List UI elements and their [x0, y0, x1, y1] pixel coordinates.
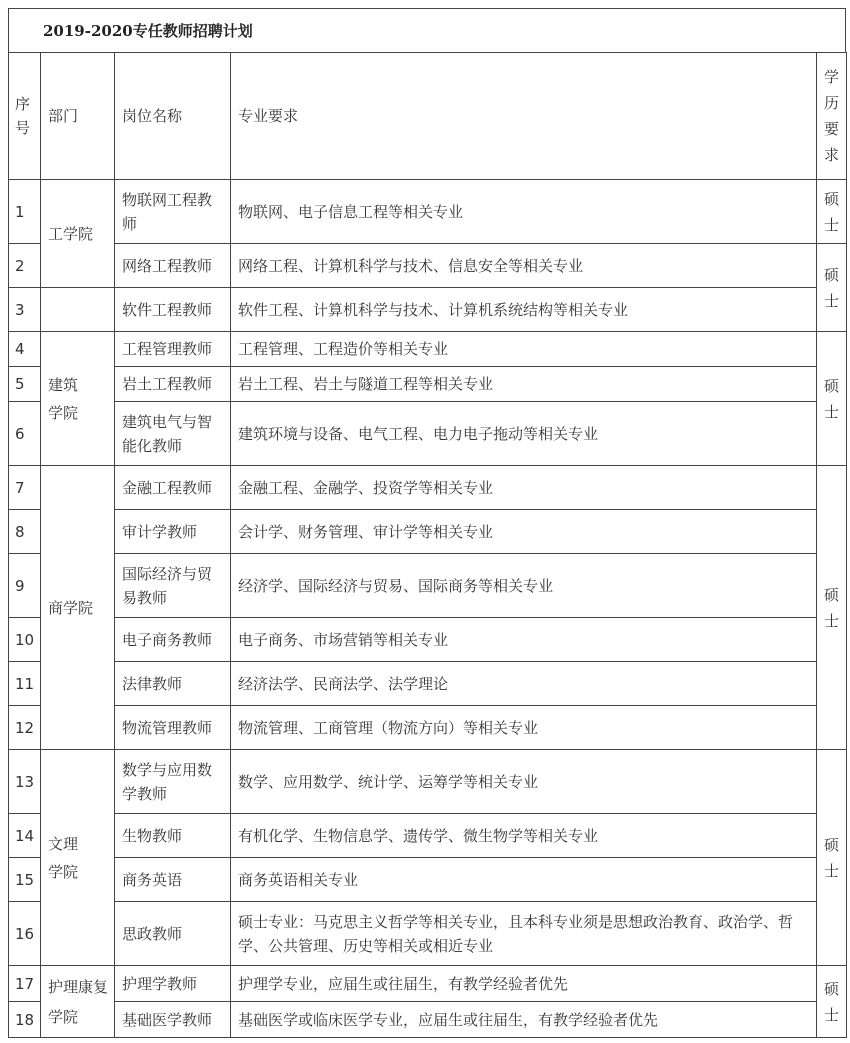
major-cell: 商务英语相关专业: [231, 858, 817, 902]
table-row: [9, 750, 847, 814]
degree-cell: 硕士: [817, 180, 847, 244]
position-cell: 思政教师: [115, 902, 231, 966]
degree-cell: 硕士: [817, 466, 847, 750]
table-header-row: [9, 53, 847, 180]
row-num: 10: [9, 618, 41, 662]
major-cell: 数学、应用数学、统计学、运筹学等相关专业: [231, 750, 817, 814]
position-cell: 电子商务教师: [115, 618, 231, 662]
position-cell: 审计学教师: [115, 510, 231, 554]
row-num: 14: [9, 814, 41, 858]
dept-cell: 文理学院: [41, 750, 115, 966]
table-row: [9, 402, 847, 466]
degree-cell: 硕士: [817, 332, 847, 466]
position-cell: 护理学教师: [115, 966, 231, 1002]
dept-cell: 商学院: [41, 466, 115, 750]
dept-cell: 护理康复学院: [41, 966, 115, 1038]
row-num: 15: [9, 858, 41, 902]
table-row: [9, 288, 847, 332]
major-cell: 硕士专业：马克思主义哲学等相关专业，且本科专业须是思想政治教育、政治学、哲学、公共管理、历史等相关或相近专业: [231, 902, 817, 966]
row-num: 6: [9, 402, 41, 466]
major-cell: 物流管理、工商管理（物流方向）等相关专业: [231, 706, 817, 750]
major-cell: 会计学、财务管理、审计学等相关专业: [231, 510, 817, 554]
dept-cell: 工学院: [41, 180, 115, 288]
position-cell: 基础医学教师: [115, 1002, 231, 1038]
row-num: 5: [9, 367, 41, 402]
position-cell: 物联网工程教师: [115, 180, 231, 244]
position-cell: 建筑电气与智能化教师: [115, 402, 231, 466]
table-row: [9, 858, 847, 902]
recruitment-plan: [8, 8, 846, 1038]
row-num: 4: [9, 332, 41, 367]
major-cell: 电子商务、市场营销等相关专业: [231, 618, 817, 662]
position-cell: 国际经济与贸易教师: [115, 554, 231, 618]
table-row: [9, 662, 847, 706]
position-cell: 物流管理教师: [115, 706, 231, 750]
table-row: [9, 1002, 847, 1038]
major-cell: 岩土工程、岩土与隧道工程等相关专业: [231, 367, 817, 402]
major-cell: 护理学专业，应届生或往届生，有教学经验者优先: [231, 966, 817, 1002]
dept-cell: 建筑学院: [41, 332, 115, 466]
table-row: [9, 332, 847, 367]
header-dept: 部门: [41, 53, 115, 180]
row-num: 1: [9, 180, 41, 244]
table-row: [9, 814, 847, 858]
major-cell: 基础医学或临床医学专业，应届生或往届生，有教学经验者优先: [231, 1002, 817, 1038]
table-row: [9, 554, 847, 618]
row-num: 16: [9, 902, 41, 966]
header-position: 岗位名称: [115, 53, 231, 180]
position-cell: 软件工程教师: [115, 288, 231, 332]
table-row: [9, 180, 847, 244]
row-num: 18: [9, 1002, 41, 1038]
position-cell: 金融工程教师: [115, 466, 231, 510]
row-num: 8: [9, 510, 41, 554]
position-cell: 数学与应用数学教师: [115, 750, 231, 814]
major-cell: 网络工程、计算机科学与技术、信息安全等相关专业: [231, 244, 817, 288]
dept-cell-continued: [41, 288, 115, 332]
row-num: 7: [9, 466, 41, 510]
table-row: [9, 244, 847, 288]
page-title: 2019-2020专任教师招聘计划: [8, 8, 846, 52]
degree-cell: 硕士: [817, 244, 847, 332]
degree-cell: 硕士: [817, 966, 847, 1038]
row-num: 11: [9, 662, 41, 706]
table-row: [9, 466, 847, 510]
major-cell: 物联网、电子信息工程等相关专业: [231, 180, 817, 244]
position-cell: 网络工程教师: [115, 244, 231, 288]
row-num: 12: [9, 706, 41, 750]
position-cell: 法律教师: [115, 662, 231, 706]
header-major: 专业要求: [231, 53, 817, 180]
table-row: [9, 706, 847, 750]
position-cell: 工程管理教师: [115, 332, 231, 367]
recruitment-table: [8, 52, 847, 1038]
position-cell: 岩土工程教师: [115, 367, 231, 402]
table-row: [9, 966, 847, 1002]
major-cell: 工程管理、工程造价等相关专业: [231, 332, 817, 367]
row-num: 2: [9, 244, 41, 288]
row-num: 3: [9, 288, 41, 332]
major-cell: 有机化学、生物信息学、遗传学、微生物学等相关专业: [231, 814, 817, 858]
major-cell: 经济法学、民商法学、法学理论: [231, 662, 817, 706]
table-row: [9, 902, 847, 966]
position-cell: 商务英语: [115, 858, 231, 902]
table-row: [9, 618, 847, 662]
major-cell: 金融工程、金融学、投资学等相关专业: [231, 466, 817, 510]
table-row: [9, 510, 847, 554]
row-num: 9: [9, 554, 41, 618]
row-num: 13: [9, 750, 41, 814]
table-row: [9, 367, 847, 402]
major-cell: 软件工程、计算机科学与技术、计算机系统结构等相关专业: [231, 288, 817, 332]
major-cell: 建筑环境与设备、电气工程、电力电子拖动等相关专业: [231, 402, 817, 466]
degree-cell: 硕士: [817, 750, 847, 966]
position-cell: 生物教师: [115, 814, 231, 858]
major-cell: 经济学、国际经济与贸易、国际商务等相关专业: [231, 554, 817, 618]
row-num: 17: [9, 966, 41, 1002]
header-degree: 学历要求: [817, 53, 847, 180]
header-num: 序号: [9, 53, 41, 180]
